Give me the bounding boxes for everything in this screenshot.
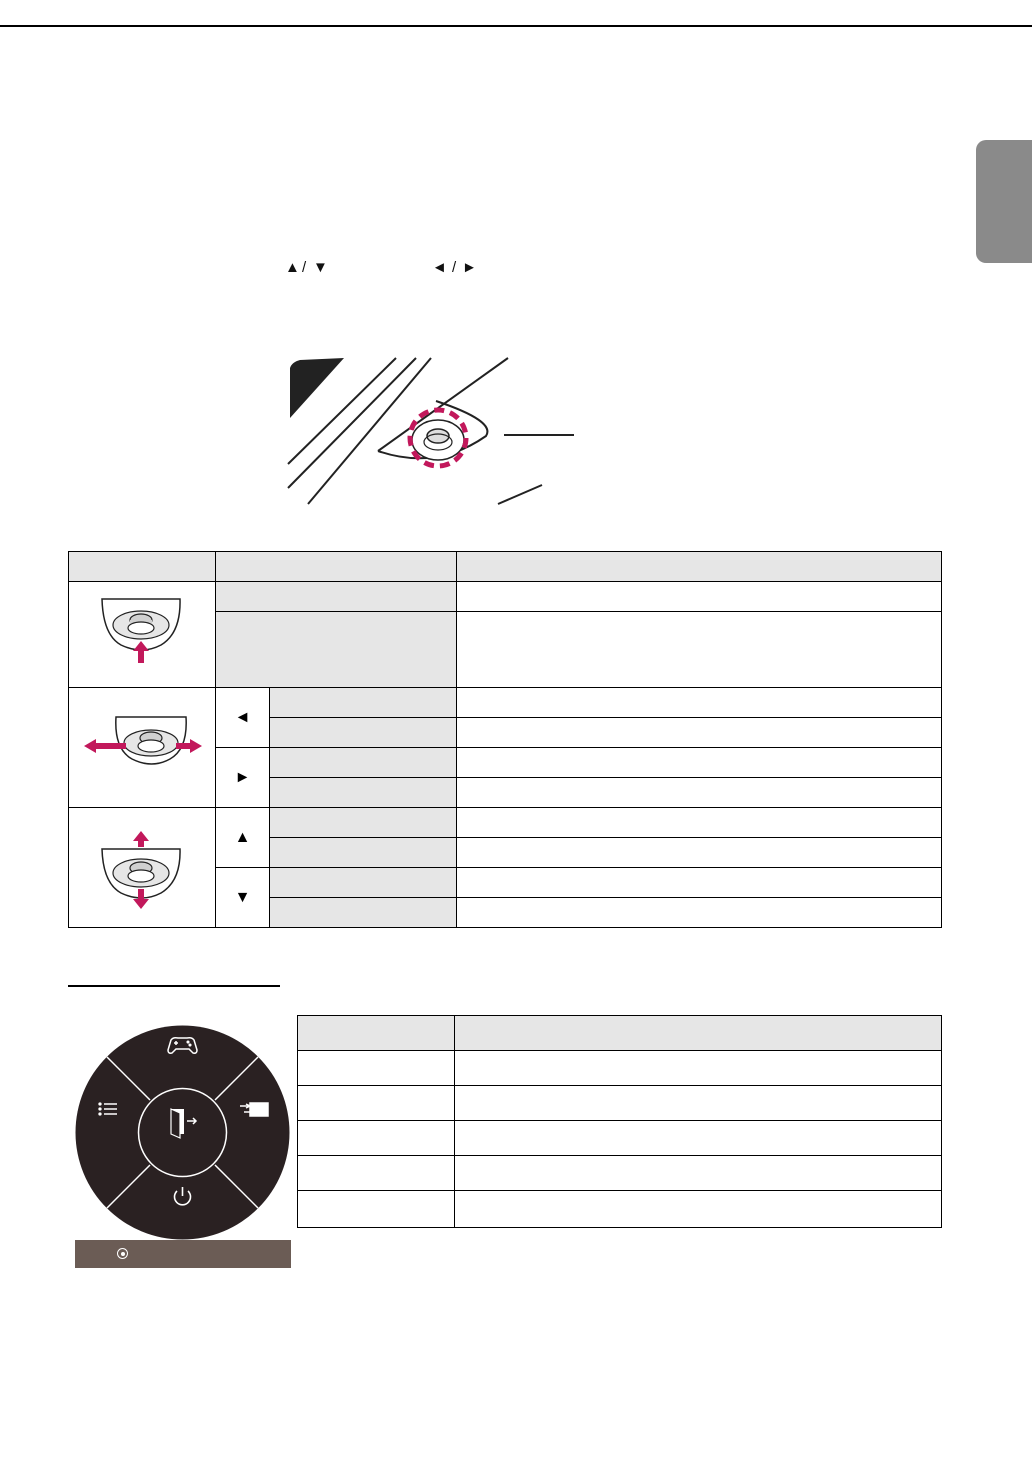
joystick-push-icon [69, 582, 216, 688]
main-menu-wheel [74, 1024, 291, 1241]
joystick-up-down-icon [69, 808, 216, 928]
menu-description-cell [455, 1086, 942, 1121]
menu-description-cell [455, 1121, 942, 1156]
main-menu-table [297, 1015, 942, 1228]
separator: / [302, 259, 307, 276]
column-header [457, 552, 942, 582]
description-cell [457, 612, 942, 688]
joystick-left-right-icon [69, 688, 216, 808]
description-cell [457, 868, 942, 898]
up-direction-glyph: ▲ [216, 808, 270, 868]
joystick-function-table [68, 551, 942, 928]
menu-description-cell [455, 1051, 942, 1086]
radio-dot-icon [117, 1248, 128, 1259]
state-cell [270, 778, 457, 808]
menu-name-cell [298, 1121, 455, 1156]
description-cell [457, 778, 942, 808]
down-arrow-glyph: ▼ [313, 259, 328, 276]
description-cell [457, 688, 942, 718]
description-cell [457, 898, 942, 928]
menu-name-cell [298, 1051, 455, 1086]
state-cell [270, 748, 457, 778]
state-cell [270, 838, 457, 868]
up-arrow-glyph: ▲ [285, 259, 300, 276]
state-cell [216, 582, 457, 612]
column-header [298, 1016, 455, 1051]
state-cell [270, 688, 457, 718]
monitor-joystick-illustration [286, 356, 586, 506]
menu-name-cell [298, 1191, 455, 1228]
state-cell [270, 898, 457, 928]
menu-status-bar [75, 1240, 291, 1268]
menu-description-cell [455, 1191, 942, 1228]
left-direction-glyph: ◄ [216, 688, 270, 748]
column-header [216, 552, 457, 582]
description-cell [457, 718, 942, 748]
section-heading-rule [68, 985, 280, 987]
state-cell [270, 718, 457, 748]
column-header [69, 552, 216, 582]
menu-name-cell [298, 1086, 455, 1121]
top-rule [0, 25, 1032, 27]
description-cell [457, 838, 942, 868]
description-cell [457, 748, 942, 778]
language-side-tab [976, 140, 1032, 263]
column-header [455, 1016, 942, 1051]
separator: / [452, 259, 457, 276]
state-cell [216, 612, 457, 688]
down-direction-glyph: ▼ [216, 868, 270, 928]
menu-name-cell [298, 1156, 455, 1191]
state-cell [270, 808, 457, 838]
description-cell [457, 808, 942, 838]
right-direction-glyph: ► [216, 748, 270, 808]
description-cell [457, 582, 942, 612]
left-arrow-glyph: ◄ [432, 259, 447, 276]
state-cell [270, 868, 457, 898]
right-arrow-glyph: ► [462, 259, 477, 276]
menu-description-cell [455, 1156, 942, 1191]
